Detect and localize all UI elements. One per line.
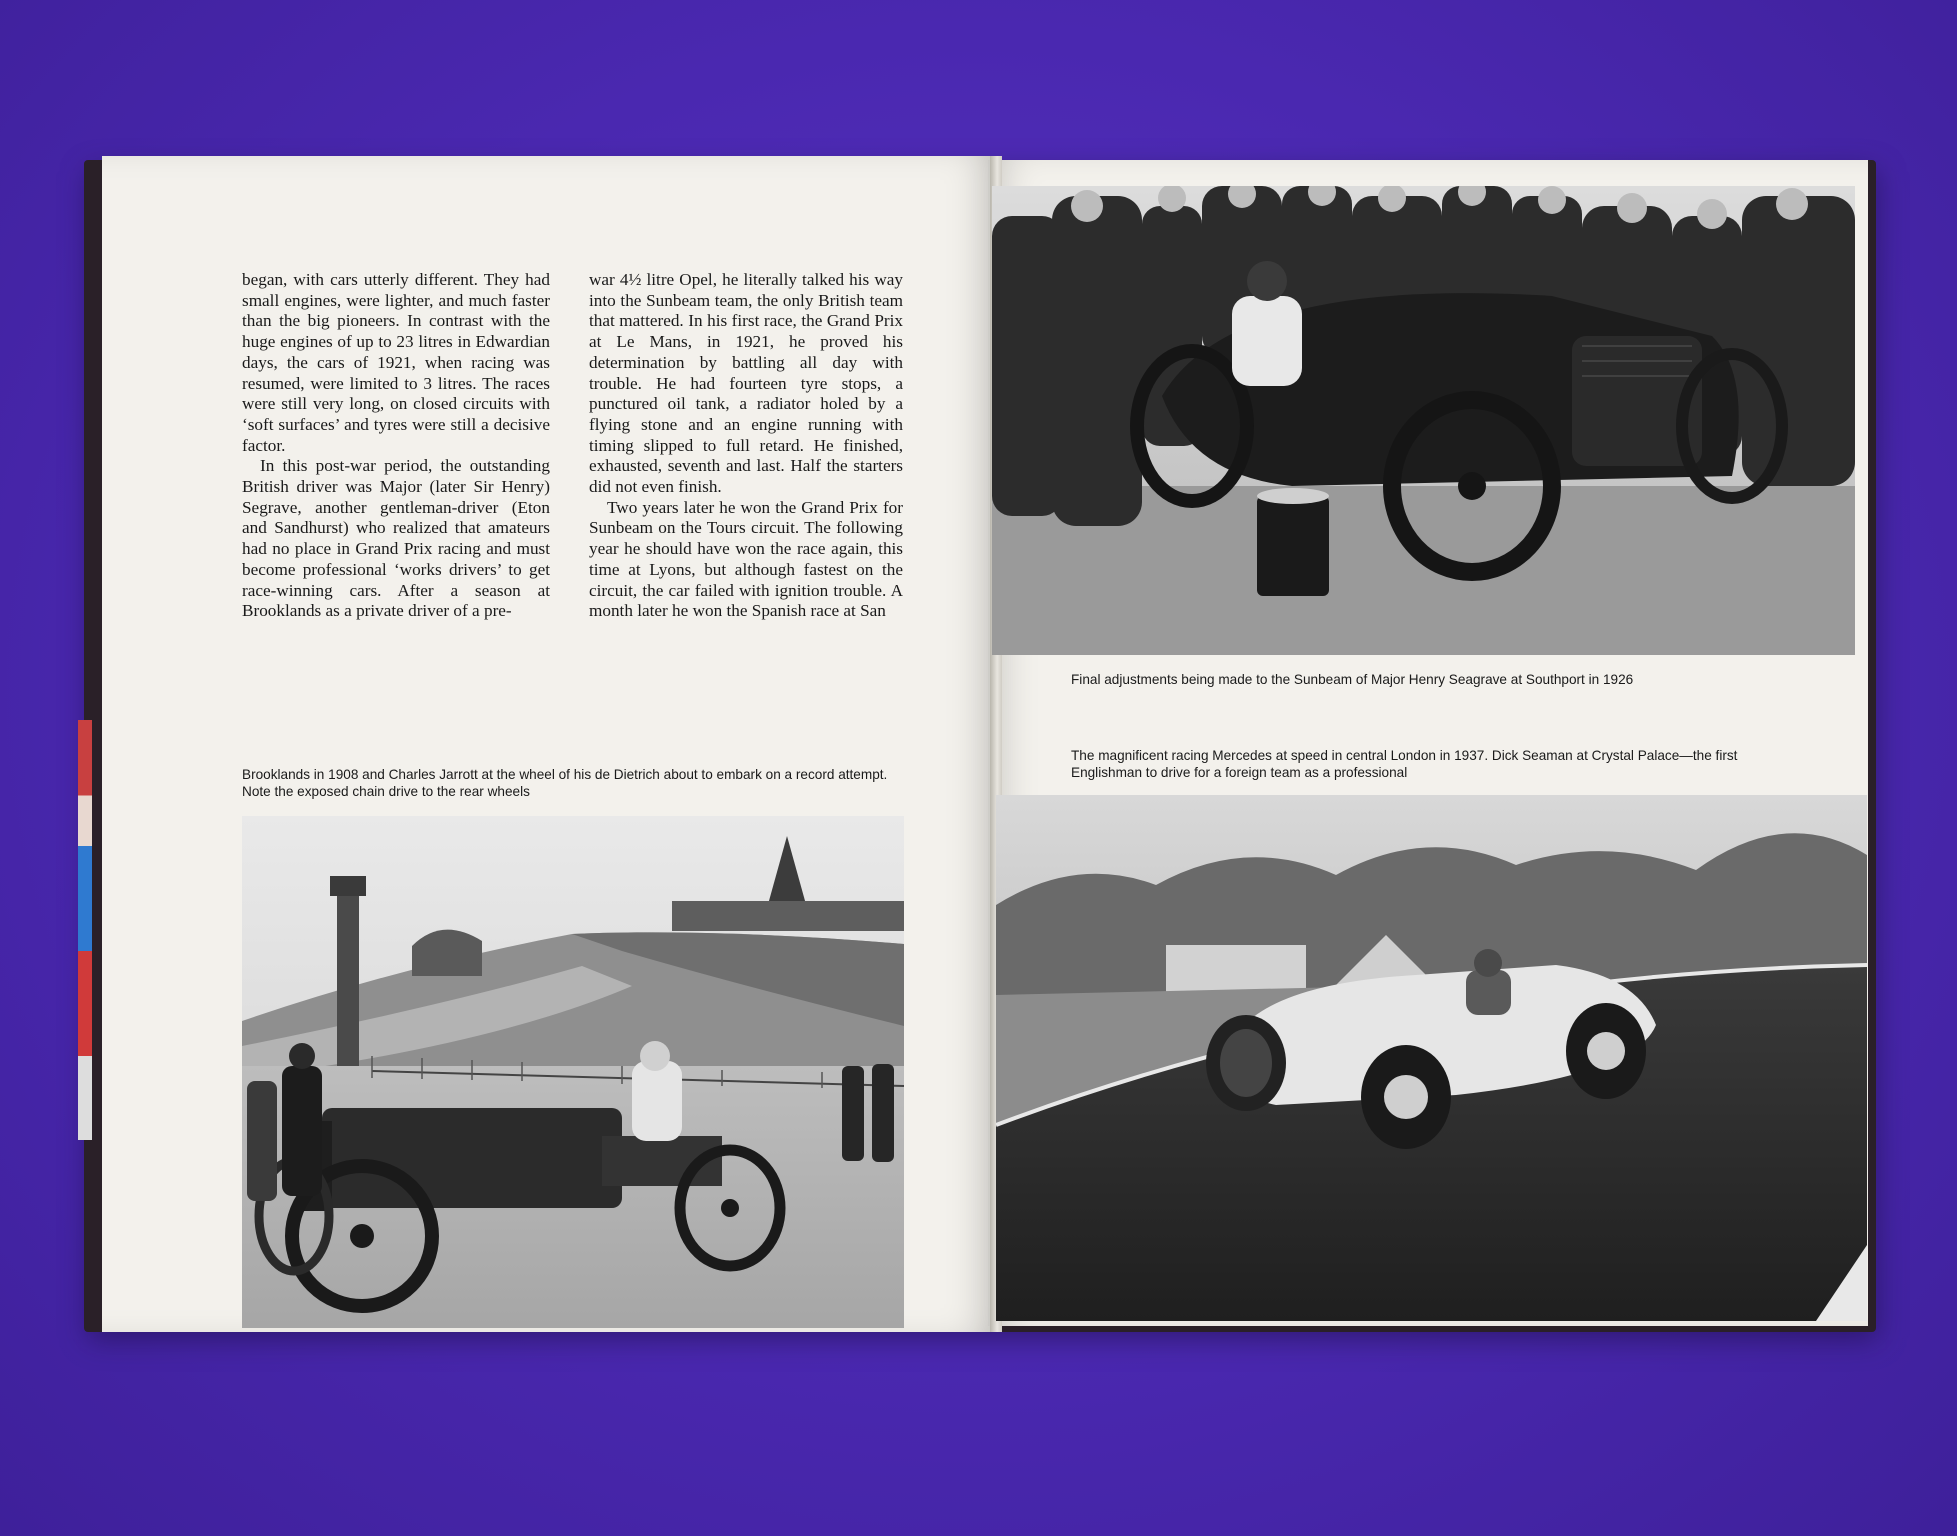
- photo-sunbeam-southport: [992, 186, 1855, 655]
- paragraph: In this post-war period, the outstanding British driver was Major (later Sir Henry) Segrave, another gentleman-driver (Eton and Sandhurst) who realized that amateurs had no place in Grand Prix racing and must become professional ‘works drivers’ to get race-winning cars. After a season at Brooklands as a private driver of a pre-: [242, 456, 550, 621]
- photo-caption-brooklands: Brooklands in 1908 and Charles Jarrott at the wheel of his de Dietrich about to embark on a record attempt. Note the exposed chain drive to the rear wheels: [242, 767, 888, 799]
- text-column-1: [242, 270, 550, 622]
- text-column-2: [589, 270, 903, 622]
- paragraph: Two years later he won the Grand Prix for Sunbeam on the Tours circuit. The following year he should have won the race again, this time at Lyons, but although fastest on the circuit, the car failed with ignition trouble. A month later he won the Spanish race at San: [589, 497, 903, 621]
- paragraph: began, with cars utterly different. They had small engines, were lighter, and much faster than the big pioneers. In contrast with the huge engines of up to 23 litres in Edwardian days, the cars of 1921, when racing was resumed, were limited to 3 litres. The races were still very long, on closed circuits with ‘soft surfaces’ and tyres were still a decisive factor.: [242, 270, 550, 455]
- photo-mercedes-crystal-palace: [996, 795, 1867, 1321]
- photo-brooklands-de-dietrich: [242, 816, 904, 1328]
- photo-caption-sunbeam: Final adjustments being made to the Sunbeam of Major Henry Seagrave at Southport in 1926: [1071, 672, 1634, 687]
- cover-edge-stripes: [78, 720, 92, 1140]
- paragraph: war 4½ litre Opel, he literally talked his way into the Sunbeam team, the only British team that mattered. In his first race, the Grand Prix at Le Mans, in 1921, he proved his determination by battling all day with trouble. He had fourteen tyre stops, a punctured oil tank, a radiator holed by a flying stone and an engine running with timing slipped to full retard. He finished, exhausted, seventh and last. Half the starters did not even finish.: [589, 270, 903, 497]
- photo-caption-mercedes: The magnificent racing Mercedes at speed in central London in 1937. Dick Seaman at Crystal Palace—the first Englishman to drive for a foreign team as a professional: [1071, 748, 1738, 780]
